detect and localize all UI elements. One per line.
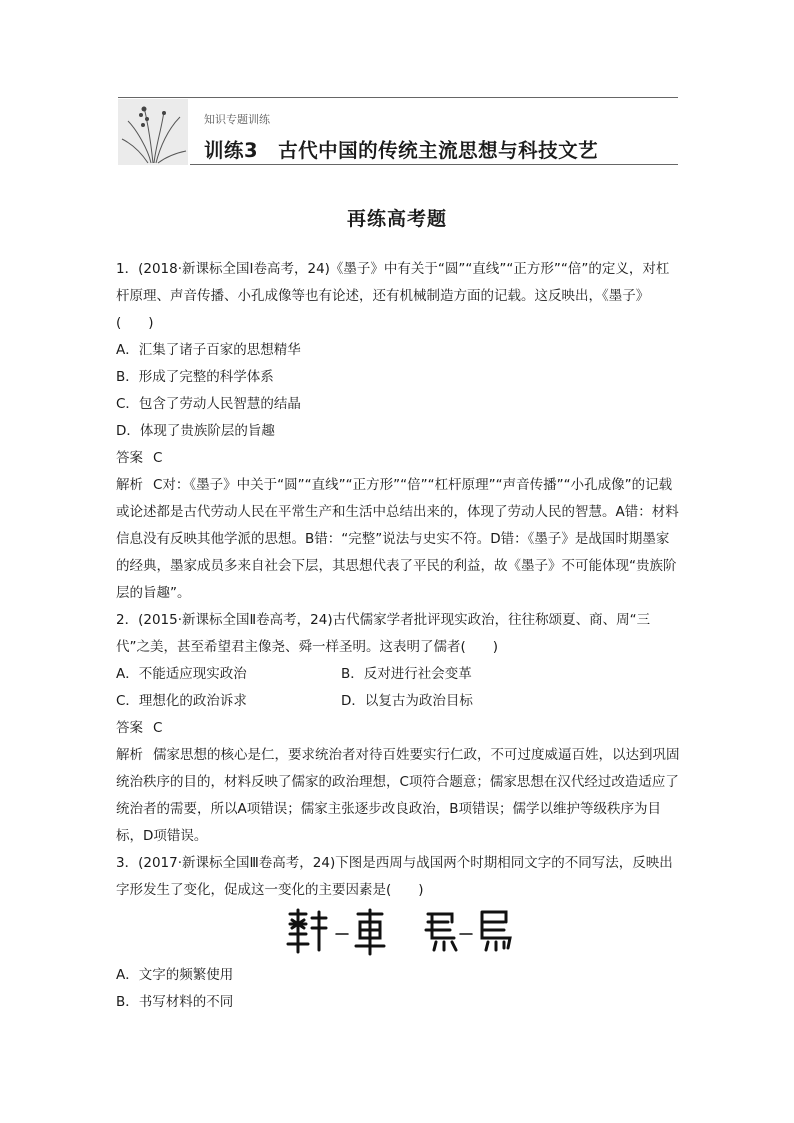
q1-option-c: C．包含了劳动人民智慧的结晶 [116,396,301,412]
q2-options-row-2 [116,688,681,715]
q2-answer-label: 答案 [116,720,143,736]
q3-option-b: B．书写材料的不同 [116,994,234,1010]
q3-option-a: A．文字的频繁使用 [116,967,234,983]
q2-option-d: D．以复古为政治目标 [341,693,473,709]
header-bottom-rule [190,164,678,165]
q2-answer-value: C [153,720,163,736]
q2-option-b: B．反对进行社会变革 [341,666,472,682]
q1-option-d: D．体现了贵族阶层的旨趣 [116,423,275,439]
q2-analysis [116,742,681,850]
header-title: 训练3 古代中国的传统主流思想与科技文艺 [204,139,599,162]
q2-analysis-label: 解析 [116,747,143,763]
q1-analysis-text: C对：《墨子》中关于“圆”“直线”“正方形”“倍”“杠杆原理”“声音传播”“小孔成像”的记载或论述都是古代劳动人民在平常生产和生活中总结出来的，体现了劳动人民的智慧。A错：材料信息没有反映其他学派的思想。B错：“完整”说法与史实不符。D错：《墨子》是战国时期墨家的经典，墨家成员多来自社会下层，其思想代表了平民的利益，故《墨子》不可能体现“贵族阶层的旨趣”。 [116,477,679,601]
q1-stem: 1．(2018·新课标全国Ⅰ卷高考，24)《墨子》中有关于“圆”“直线”“正方形”“倍”的定义，对杠杆原理、声音传播、小孔成像等也有论述，还有机械制造方面的记载。这反映出，《墨子》( ) [116,261,670,331]
character-evolution-figure [116,904,681,962]
q1-answer [116,445,681,472]
header-top-rule [118,97,678,98]
q1-option-a: A．汇集了诸子百家的思想精华 [116,342,301,358]
q3-stem: 3．(2017·新课标全国Ⅲ卷高考，24)下图是西周与战国两个时期相同文字的不同写法，反映出字形发生了变化，促成这一变化的主要因素是( ) [116,855,673,898]
q2-option-c: C．理想化的政治诉求 [116,693,247,709]
q1-analysis [116,472,681,607]
q2-answer [116,715,681,742]
q2-options-row-1 [116,661,681,688]
q1-analysis-label: 解析 [116,477,143,493]
page-header [118,97,678,167]
header-subtitle: 知识专题训练 [204,113,270,126]
orchid-illustration [118,99,188,165]
q2-option-a: A．不能适应现实政治 [116,666,247,682]
q1-answer-label: 答案 [116,450,143,466]
q2-analysis-text: 儒家思想的核心是仁，要求统治者对待百姓要实行仁政，不可过度威逼百姓，以达到巩固统治秩序的目的，材料反映了儒家的政治理想，C项符合题意；儒家思想在汉代经过改造适应了统治者的需要，所以A项错误；儒家主张逐步改良政治，B项错误；儒学以维护等级秩序为目标，D项错误。 [116,747,680,844]
q1-option-b: B．形成了完整的科学体系 [116,369,274,385]
section-title: 再练高考题 [346,208,447,230]
ancient-script-glyphs [286,908,516,956]
question-body [116,256,681,1016]
q1-answer-value: C [153,450,163,466]
q2-stem: 2．(2015·新课标全国Ⅱ卷高考，24)古代儒家学者批评现实政治，往往称颂夏、商、周“三代”之美，甚至希望君主像尧、舜一样圣明。这表明了儒者( ) [116,612,651,655]
